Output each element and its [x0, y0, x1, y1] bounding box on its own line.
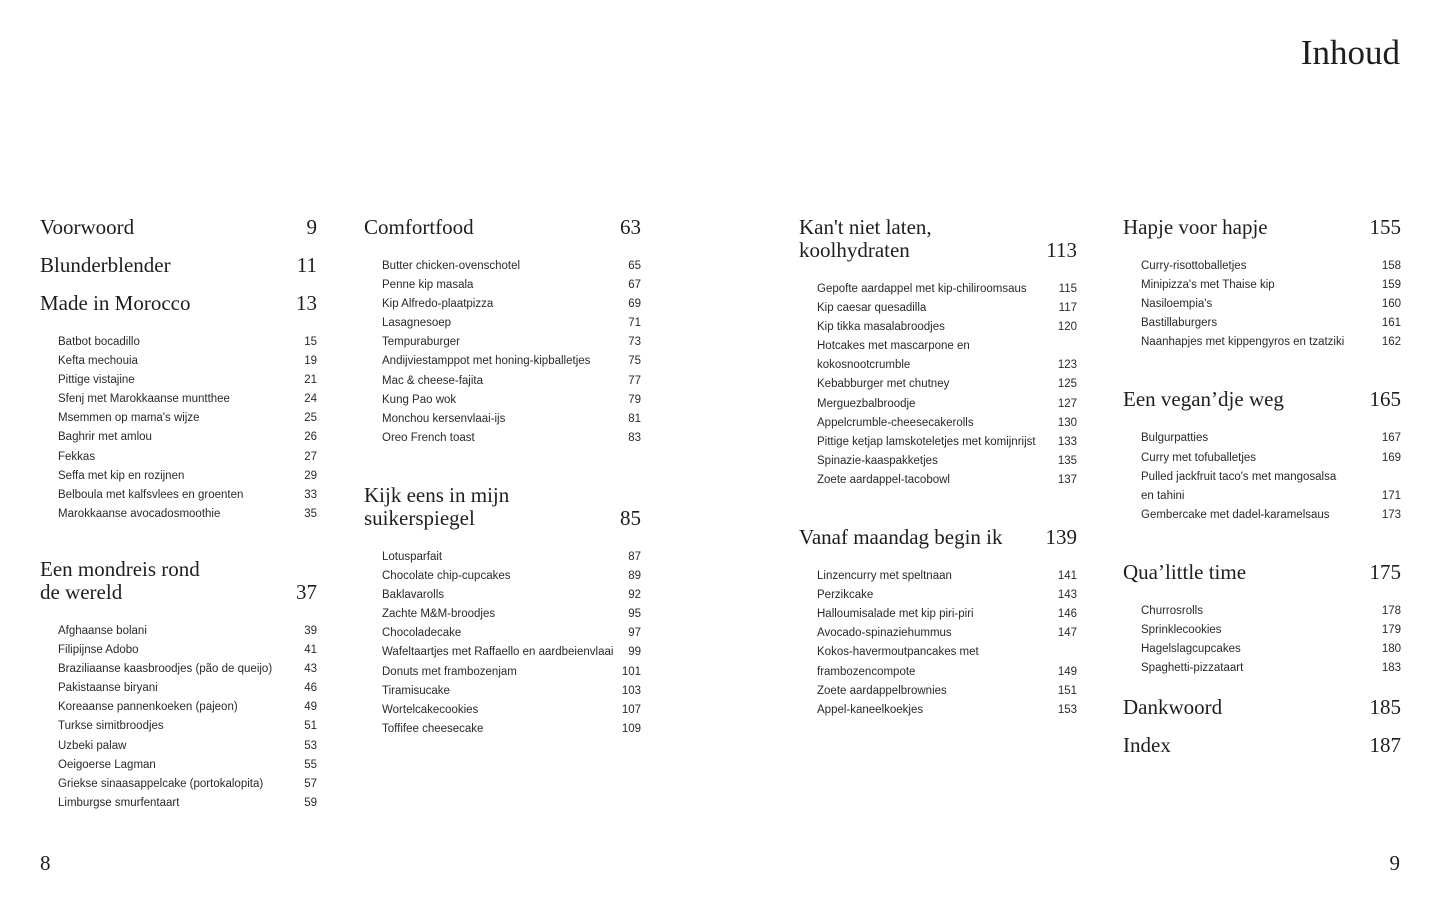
recipe-entry[interactable] [799, 375, 1077, 394]
recipe-title: Kung Pao wok [382, 393, 457, 406]
section-title: Voorwoord [40, 215, 135, 239]
recipe-list [364, 548, 641, 739]
toc-column [1123, 216, 1401, 757]
recipe-page-number: 41 [304, 644, 317, 657]
recipe-entry[interactable] [40, 505, 317, 524]
recipe-title: Turkse simitbroodjes [58, 720, 164, 733]
recipe-page-number: 141 [1057, 570, 1077, 583]
recipe-entry[interactable] [364, 605, 641, 624]
recipe-entry[interactable] [40, 486, 317, 505]
recipe-title: Spaghetti-pizzataart [1141, 662, 1244, 675]
recipe-page-number: 133 [1057, 435, 1077, 448]
recipe-page-number: 73 [628, 336, 641, 349]
recipe-entry[interactable] [364, 391, 641, 410]
recipe-title: Kefta mechouia [58, 355, 138, 368]
recipe-entry[interactable] [40, 698, 317, 717]
recipe-page-number: 15 [304, 336, 317, 348]
recipe-title: Chocolate chip-cupcakes [382, 570, 511, 583]
page-title: Inhoud [1300, 33, 1400, 72]
recipe-title: Kip caesar quesadilla [817, 302, 927, 315]
recipe-title: Appel-kaneelkoekjes [817, 703, 924, 716]
recipe-entry[interactable] [1123, 506, 1401, 525]
recipe-title: Gepofte aardappel met kip-chiliroomsaus [817, 283, 1027, 295]
recipe-title: Belboula met kalfsvlees en groenten [58, 488, 244, 501]
section-title: Index [1123, 733, 1171, 758]
recipe-entry[interactable] [364, 429, 641, 448]
recipe-entry[interactable] [1123, 429, 1401, 448]
recipe-page-number: 159 [1381, 279, 1401, 292]
recipe-title: Spinazie-kaaspakketjes [817, 454, 938, 467]
recipe-title: Seffa met kip en rozijnen [58, 469, 185, 482]
right-page-number: 9 [1389, 851, 1400, 875]
recipe-entry[interactable] [799, 471, 1077, 490]
recipe-entry[interactable] [1123, 314, 1401, 333]
recipe-title: Avocado-spinaziehummus [817, 627, 952, 640]
recipe-entry[interactable] [799, 337, 1077, 375]
recipe-entry[interactable] [1123, 659, 1401, 678]
recipe-page-number: 33 [304, 488, 317, 501]
recipe-page-number: 127 [1057, 397, 1077, 410]
recipe-page-number: 171 [1381, 489, 1401, 502]
recipe-title: Limburgse smurfentaart [58, 796, 180, 809]
recipe-page-number: 71 [628, 317, 641, 330]
section-page-number: 9 [306, 215, 317, 239]
toc-section-heading[interactable] [40, 254, 317, 277]
recipe-title: Churrosrolls [1141, 604, 1203, 617]
recipe-title: Minipizza's met Thaise kip [1141, 279, 1275, 292]
section-page-number: 187 [1369, 733, 1401, 758]
recipe-page-number: 103 [621, 684, 641, 697]
section-page-number: 37 [296, 579, 317, 604]
recipe-entry[interactable] [1123, 468, 1401, 506]
recipe-page-number: 27 [304, 450, 317, 463]
recipe-entry[interactable] [364, 567, 641, 586]
section-page-number: 175 [1369, 559, 1401, 584]
recipe-title: Curry met tofuballetjes [1141, 451, 1257, 464]
recipe-title: Marokkaanse avocadosmoothie [58, 507, 221, 520]
recipe-title: Bulgurpatties [1141, 432, 1209, 445]
section-title: Kijk eens in mijn suikerspiegel [364, 482, 510, 530]
section-title: Comfortfood [364, 215, 474, 239]
recipe-page-number: 149 [1057, 665, 1077, 678]
recipe-entry[interactable] [40, 660, 317, 679]
recipe-entry[interactable] [364, 352, 641, 371]
recipe-page-number: 25 [304, 412, 317, 425]
toc-column [40, 216, 317, 813]
recipe-title: Zoete aardappel-tacobowl [817, 473, 950, 486]
recipe-page-number: 107 [621, 703, 641, 716]
recipe-list [1123, 602, 1401, 678]
recipe-entry[interactable] [40, 333, 317, 352]
recipe-title: Halloumisalade met kip piri-piri [817, 608, 974, 621]
recipe-title: Kip tikka masalabroodjes [817, 321, 945, 334]
recipe-title: Nasiloempia's [1141, 298, 1213, 311]
recipe-entry[interactable] [1123, 449, 1401, 468]
recipe-title: Afghaanse bolani [58, 624, 147, 637]
recipe-title: Wafeltaartjes met Raffaello en aardbeienvlaai [382, 646, 614, 659]
section-page-number: 85 [620, 505, 641, 530]
recipe-entry[interactable] [40, 371, 317, 390]
section-page-number: 13 [296, 291, 317, 315]
recipe-title: Pittige vistajine [58, 374, 135, 387]
section-page-number: 185 [1369, 695, 1401, 720]
recipe-entry[interactable] [364, 257, 641, 276]
toc-section-heading[interactable] [1123, 561, 1401, 584]
recipe-entry[interactable] [40, 775, 317, 794]
recipe-page-number: 81 [628, 412, 641, 425]
recipe-entry[interactable] [799, 701, 1077, 720]
recipe-entry[interactable] [40, 467, 317, 486]
toc-section-heading[interactable] [40, 292, 317, 315]
recipe-page-number: 49 [304, 701, 317, 714]
recipe-page-number: 125 [1057, 378, 1077, 391]
section-title: Dankwoord [1123, 695, 1223, 720]
recipe-entry[interactable] [1123, 333, 1401, 352]
section-title: Hapje voor hapje [1123, 215, 1268, 239]
toc-section-heading[interactable] [364, 216, 641, 239]
section-title: Een mondreis rond de wereld [40, 556, 200, 604]
recipe-page-number: 65 [628, 260, 641, 272]
recipe-entry[interactable] [364, 720, 641, 739]
recipe-entry[interactable] [364, 701, 641, 720]
section-title: Kan't niet laten, koolhydraten [799, 215, 932, 262]
recipe-page-number: 19 [304, 355, 317, 368]
recipe-title: Sfenj met Marokkaanse muntthee [58, 393, 230, 406]
recipe-title: Hagelslagcupcakes [1141, 643, 1241, 656]
recipe-title: Fekkas [58, 450, 96, 463]
recipe-page-number: 39 [304, 624, 317, 637]
recipe-title: Linzencurry met speltnaan [817, 570, 952, 583]
recipe-page-number: 53 [304, 739, 317, 752]
recipe-list [40, 622, 317, 813]
recipe-entry[interactable] [799, 414, 1077, 433]
recipe-title: Lotusparfait [382, 550, 443, 563]
recipe-page-number: 109 [621, 722, 641, 735]
recipe-entry[interactable] [40, 409, 317, 428]
recipe-entry[interactable] [364, 372, 641, 391]
recipe-entry[interactable] [364, 663, 641, 682]
recipe-page-number: 101 [621, 665, 641, 678]
recipe-entry[interactable] [799, 452, 1077, 471]
recipe-title: Merguezbalbroodje [817, 397, 916, 410]
recipe-page-number: 162 [1381, 336, 1401, 349]
recipe-list [1123, 257, 1401, 352]
recipe-page-number: 67 [628, 279, 641, 292]
recipe-title: Penne kip masala [382, 279, 474, 292]
recipe-page-number: 46 [304, 682, 317, 695]
recipe-entry[interactable] [364, 548, 641, 567]
recipe-entry[interactable] [1123, 640, 1401, 659]
section-page-number: 11 [296, 253, 317, 277]
recipe-page-number: 135 [1057, 454, 1077, 467]
recipe-title: Andijviestamppot met honing-kipballetjes [382, 355, 591, 368]
recipe-page-number: 89 [628, 570, 641, 583]
recipe-page-number: 120 [1057, 321, 1077, 334]
recipe-title: Zoete aardappelbrownies [817, 684, 947, 697]
recipe-title: Zachte M&M-broodjes [382, 608, 496, 621]
recipe-entry[interactable] [40, 622, 317, 641]
recipe-entry[interactable] [799, 567, 1077, 586]
recipe-title: Tempuraburger [382, 336, 460, 349]
recipe-page-number: 77 [628, 374, 641, 387]
recipe-entry[interactable] [40, 428, 317, 447]
recipe-page-number: 158 [1381, 260, 1401, 272]
recipe-entry[interactable] [799, 586, 1077, 605]
recipe-title: Appelcrumble-cheesecakerolls [817, 416, 974, 429]
toc-section-heading[interactable] [799, 216, 1077, 262]
recipe-entry[interactable] [364, 295, 641, 314]
toc-section-heading[interactable] [1123, 388, 1401, 411]
recipe-entry[interactable] [364, 333, 641, 352]
recipe-page-number: 146 [1057, 608, 1077, 621]
recipe-page-number: 178 [1381, 604, 1401, 617]
recipe-page-number: 35 [304, 507, 317, 520]
recipe-page-number: 55 [304, 758, 317, 771]
recipe-entry[interactable] [799, 318, 1077, 337]
recipe-title: Perzikcake [817, 589, 874, 602]
recipe-entry[interactable] [799, 433, 1077, 452]
toc-column [799, 216, 1077, 720]
recipe-title: Pulled jackfruit taco's met mangosalsa en tahini [1141, 470, 1337, 502]
recipe-page-number: 183 [1381, 662, 1401, 675]
recipe-title: Uzbeki palaw [58, 739, 127, 752]
recipe-page-number: 167 [1381, 432, 1401, 445]
recipe-page-number: 161 [1381, 317, 1401, 330]
recipe-title: Curry-risottoballetjes [1141, 260, 1247, 272]
recipe-entry[interactable] [799, 682, 1077, 701]
recipe-list [364, 257, 641, 448]
recipe-title: Kokos-havermoutpancakes met frambozencompote [817, 646, 979, 678]
recipe-entry[interactable] [799, 299, 1077, 318]
recipe-entry[interactable] [364, 586, 641, 605]
recipe-title: Filipijnse Adobo [58, 644, 139, 657]
recipe-entry[interactable] [799, 624, 1077, 643]
recipe-page-number: 43 [304, 663, 317, 676]
recipe-page-number: 99 [628, 646, 641, 659]
recipe-page-number: 115 [1058, 283, 1077, 295]
recipe-entry[interactable] [40, 794, 317, 813]
recipe-title: Wortelcakecookies [382, 703, 479, 716]
recipe-page-number: 87 [628, 550, 641, 563]
recipe-entry[interactable] [799, 395, 1077, 414]
recipe-list [799, 567, 1077, 720]
recipe-title: Hotcakes met mascarpone en kokosnootcrumble [817, 340, 970, 372]
recipe-title: Gembercake met dadel-karamelsaus [1141, 508, 1330, 521]
recipe-entry[interactable] [40, 448, 317, 467]
recipe-title: Monchou kersenvlaai-ijs [382, 412, 506, 425]
recipe-page-number: 169 [1381, 451, 1401, 464]
section-title: Made in Morocco [40, 291, 191, 315]
recipe-entry[interactable] [799, 280, 1077, 299]
recipe-entry[interactable] [40, 737, 317, 756]
recipe-page-number: 130 [1057, 416, 1077, 429]
recipe-page-number: 21 [304, 374, 317, 387]
recipe-entry[interactable] [1123, 295, 1401, 314]
section-page-number: 113 [1046, 238, 1077, 262]
section-page-number: 165 [1369, 387, 1401, 412]
section-title: Blunderblender [40, 253, 171, 277]
recipe-title: Pittige ketjap lamskoteletjes met komijnrijst [817, 435, 1036, 448]
recipe-page-number: 95 [628, 608, 641, 621]
recipe-entry[interactable] [364, 643, 641, 662]
recipe-title: Tiramisucake [382, 684, 450, 697]
left-page-number: 8 [40, 851, 51, 875]
section-title: Een vegan’dje weg [1123, 387, 1284, 412]
section-title: Vanaf maandag begin ik [799, 525, 1003, 550]
recipe-page-number: 180 [1381, 643, 1401, 656]
recipe-page-number: 59 [304, 796, 317, 809]
recipe-entry[interactable] [40, 641, 317, 660]
recipe-entry[interactable] [799, 605, 1077, 624]
recipe-page-number: 153 [1057, 703, 1077, 716]
recipe-title: Butter chicken-ovenschotel [382, 260, 521, 272]
recipe-title: Baghrir met amlou [58, 431, 152, 444]
recipe-list [1123, 429, 1401, 524]
toc-column [364, 216, 641, 739]
recipe-page-number: 92 [628, 589, 641, 602]
recipe-entry[interactable] [364, 276, 641, 295]
recipe-page-number: 117 [1058, 302, 1077, 315]
recipe-entry[interactable] [1123, 621, 1401, 640]
toc-section-heading[interactable] [1123, 734, 1401, 757]
recipe-title: Oreo French toast [382, 431, 475, 444]
recipe-entry[interactable] [364, 624, 641, 643]
recipe-page-number: 173 [1381, 508, 1401, 521]
section-title: Qua’little time [1123, 559, 1247, 584]
recipe-page-number: 29 [304, 469, 317, 482]
recipe-page-number: 57 [304, 777, 317, 790]
section-page-number: 155 [1369, 215, 1401, 239]
recipe-page-number: 179 [1381, 624, 1401, 637]
recipe-page-number: 137 [1057, 473, 1077, 486]
recipe-title: Braziliaanse kaasbroodjes (pão de queijo) [58, 663, 273, 676]
recipe-list [799, 280, 1077, 490]
recipe-title: Toffifee cheesecake [382, 722, 484, 735]
recipe-page-number: 51 [304, 720, 317, 733]
recipe-title: Lasagnesoep [382, 317, 452, 330]
recipe-page-number: 83 [628, 431, 641, 444]
recipe-entry[interactable] [1123, 257, 1401, 276]
recipe-page-number: 79 [628, 393, 641, 406]
recipe-title: Pakistaanse biryani [58, 682, 158, 695]
recipe-page-number: 147 [1057, 627, 1077, 640]
toc-section-heading[interactable] [1123, 216, 1401, 239]
recipe-entry[interactable] [1123, 602, 1401, 621]
recipe-title: Donuts met frambozenjam [382, 665, 517, 678]
recipe-title: Batbot bocadillo [58, 336, 140, 348]
recipe-page-number: 75 [628, 355, 641, 368]
recipe-page-number: 123 [1057, 359, 1077, 372]
recipe-page-number: 69 [628, 298, 641, 311]
recipe-page-number: 143 [1057, 589, 1077, 602]
recipe-entry[interactable] [40, 756, 317, 775]
recipe-title: Bastillaburgers [1141, 317, 1218, 330]
section-page-number: 139 [1045, 525, 1077, 550]
recipe-title: Kip Alfredo-plaatpizza [382, 298, 494, 311]
recipe-title: Oeigoerse Lagman [58, 758, 156, 771]
recipe-list [40, 333, 317, 524]
recipe-entry[interactable] [1123, 276, 1401, 295]
recipe-entry[interactable] [364, 410, 641, 429]
toc-section-heading[interactable] [40, 558, 317, 604]
section-page-number: 63 [620, 215, 641, 239]
recipe-page-number: 24 [304, 393, 317, 406]
recipe-title: Kebabburger met chutney [817, 378, 950, 391]
toc-section-heading[interactable] [1123, 696, 1401, 719]
recipe-entry[interactable] [364, 314, 641, 333]
recipe-title: Msemmen op mama's wijze [58, 412, 200, 425]
recipe-title: Chocoladecake [382, 627, 462, 640]
recipe-entry[interactable] [40, 717, 317, 736]
recipe-page-number: 160 [1381, 298, 1401, 311]
toc-section-heading[interactable] [40, 216, 317, 239]
recipe-entry[interactable] [40, 352, 317, 371]
recipe-entry[interactable] [364, 682, 641, 701]
toc-section-heading[interactable] [799, 526, 1077, 549]
recipe-entry[interactable] [40, 679, 317, 698]
recipe-page-number: 151 [1057, 684, 1077, 697]
recipe-page-number: 26 [304, 431, 317, 444]
recipe-title: Sprinklecookies [1141, 624, 1222, 637]
recipe-title: Naanhapjes met kippengyros en tzatziki [1141, 336, 1345, 349]
recipe-title: Griekse sinaasappelcake (portokalopita) [58, 777, 264, 790]
toc-section-heading[interactable] [364, 484, 641, 530]
recipe-entry[interactable] [40, 390, 317, 409]
recipe-title: Mac & cheese-fajita [382, 374, 483, 387]
recipe-entry[interactable] [799, 643, 1077, 681]
recipe-title: Baklavarolls [382, 589, 444, 602]
recipe-title: Koreaanse pannenkoeken (pajeon) [58, 701, 238, 714]
recipe-page-number: 97 [628, 627, 641, 640]
